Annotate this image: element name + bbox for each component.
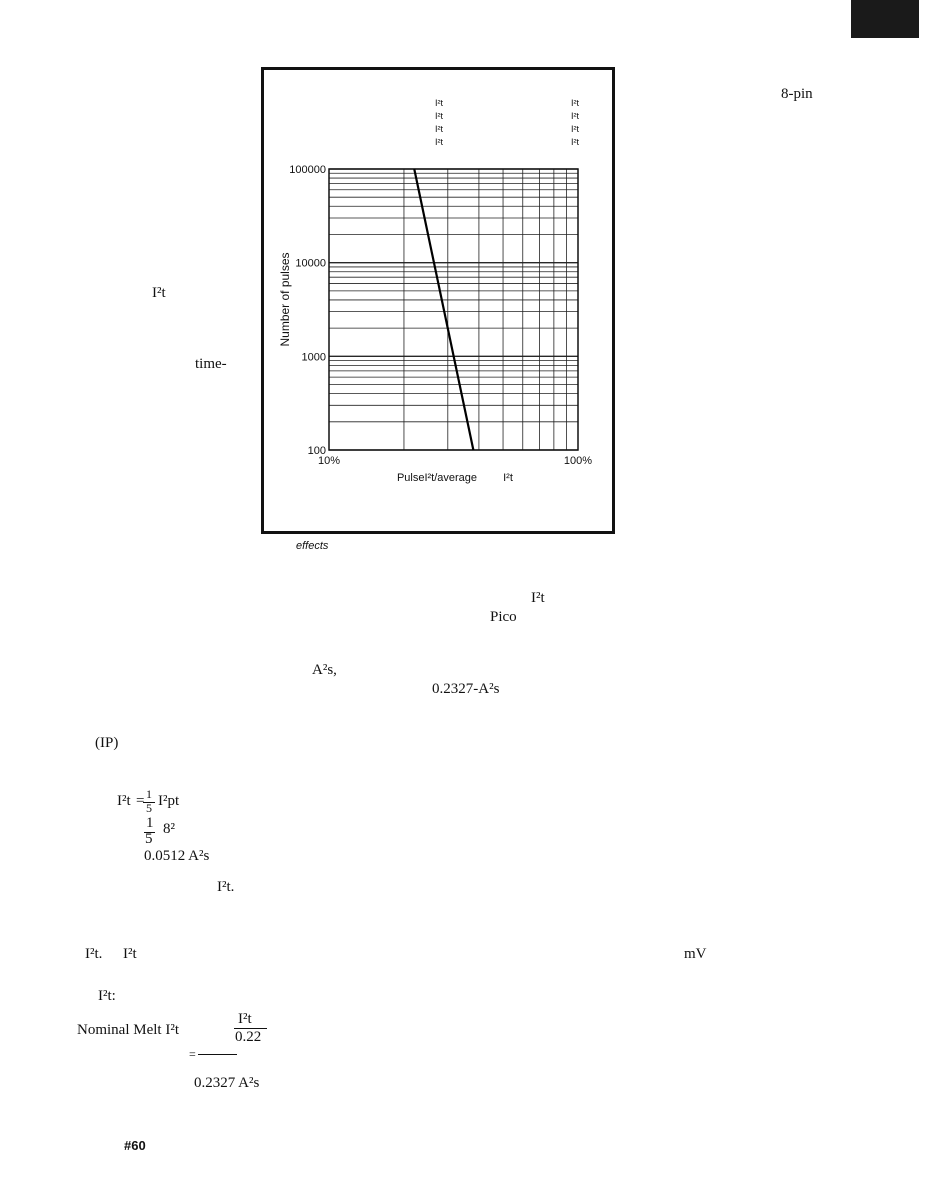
legend-label: I²t: [571, 98, 579, 108]
body-pico: Pico: [490, 609, 517, 625]
x-axis-label: PulseI²t/average: [396, 472, 478, 484]
series-line: [414, 169, 473, 450]
eq2-lhs: Nominal Melt I²t: [77, 1022, 179, 1038]
y-tick-label: 10000: [295, 257, 326, 270]
legend-label: I²t: [435, 111, 443, 121]
y-tick-label: 100: [307, 445, 326, 457]
legend-label: I²t: [435, 124, 443, 134]
body-i2t-a: I²t.: [85, 946, 103, 962]
y-axis-label: Number of pulses: [278, 252, 292, 347]
eq2-num: I²t: [238, 1011, 252, 1027]
eq1-frac-den: 5: [146, 801, 152, 815]
eq2-equals: =: [189, 1047, 196, 1061]
legend-label: I²t: [435, 98, 443, 108]
eq1-line2-den: 5: [145, 831, 153, 847]
eq1-line2-val: 8²: [163, 821, 175, 837]
x-tick-label: 100%: [563, 455, 593, 467]
eq2-line3: 0.2327 A²s: [194, 1075, 260, 1091]
legend-label: I²t: [571, 111, 579, 121]
eq1-equals: =: [136, 793, 145, 809]
body-i2t-b: I²t: [123, 946, 137, 962]
eq1-frac-num: 1: [146, 787, 152, 801]
body-a2s: A²s,: [312, 662, 337, 678]
body-i2t: I²t: [531, 590, 545, 606]
body-ip: (IP): [95, 735, 119, 751]
eq2-den: 0.22: [235, 1029, 262, 1045]
pulse-chart: [272, 160, 602, 490]
eq1-lhs: I²t: [117, 793, 131, 809]
left-time-fragment: time-: [195, 356, 227, 372]
eq1-line2-num: 1: [146, 815, 154, 831]
header-right-text: 8-pin: [781, 86, 813, 102]
body-value: 0.2327-A²s: [432, 681, 500, 697]
legend-label: I²t: [435, 137, 443, 147]
eq1-rhs: I²pt: [158, 793, 180, 809]
x-tick-label: 10%: [317, 455, 341, 467]
figure-caption: effects: [296, 540, 329, 552]
body-i2t-colon: I²t:: [98, 988, 116, 1004]
eq2-dash: [198, 1054, 237, 1055]
corner-scan-mark: [851, 0, 919, 38]
body-mv: mV: [684, 946, 707, 962]
y-tick-label: 100000: [289, 164, 326, 176]
body-i2t-period: I²t.: [217, 879, 235, 895]
legend-label: I²t: [571, 137, 579, 147]
legend-label: I²t: [571, 124, 579, 134]
plot-border: [329, 169, 578, 450]
y-tick-label: 1000: [301, 351, 326, 364]
left-i2t-fragment: I²t: [152, 285, 166, 301]
x-axis-label-tail: I²t: [503, 472, 513, 484]
page-number: #60: [124, 1138, 146, 1153]
eq1-line3: 0.0512 A²s: [144, 848, 210, 864]
